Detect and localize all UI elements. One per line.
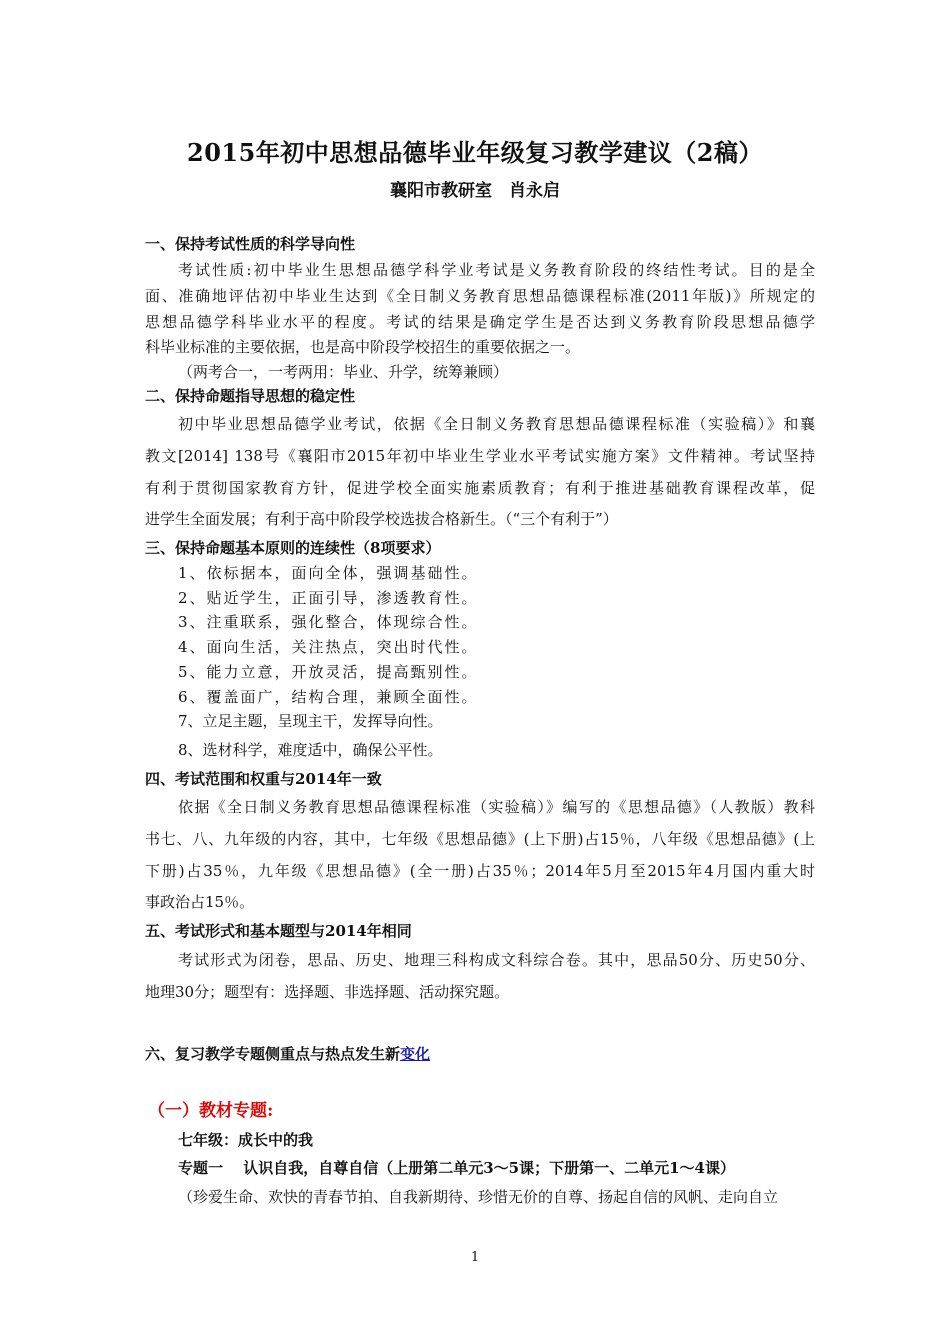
principle-item: 6、覆盖面广，结构合理，兼顾全面性。: [178, 688, 479, 706]
document-title: 2015年初中思想品德毕业年级复习教学建议（2稿）: [187, 138, 763, 167]
section-6-heading-text: 六、复习教学专题侧重点与热点发生新: [145, 1045, 401, 1063]
section-4-heading: 四、考试范围和权重与2014年一致: [145, 770, 382, 788]
section-2-paragraph-line: 教文[2014] 138号《襄阳市2015年初中毕业生学业水平考试实施方案》文件精神。考试坚持: [145, 447, 815, 465]
section-6-heading-link[interactable]: 变化: [400, 1045, 431, 1063]
textbook-topics-heading: （一）教材专题:: [148, 1101, 274, 1121]
principle-item: 5、能力立意，开放灵活，提高甄别性。: [178, 663, 479, 681]
section-1-paragraph-line: 思想品德学科毕业水平的程度。考试的结果是确定学生是否达到义务教育阶段思想品德学: [145, 313, 815, 331]
section-1-heading: 一、保持考试性质的科学导向性: [145, 235, 356, 253]
section-4-paragraph-line: 下册)占35％，九年级《思想品德》(全一册)占35％；2014年5月至2015年4月国内重大时: [145, 862, 815, 880]
section-4-paragraph-line: 依据《全日制义务教育思想品德课程标准（实验稿）》编写的《思想品德》（人教版）教科: [178, 798, 815, 816]
grade-heading: 七年级：成长中的我: [178, 1131, 314, 1149]
principle-item: 7、立足主题，呈现主干，发挥导向性。: [178, 712, 443, 730]
section-1-paragraph-line: 考试性质:初中毕业生思想品德学科学业考试是义务教育阶段的终结性考试。目的是全: [178, 261, 815, 279]
principle-item: 4、面向生活，关注热点，突出时代性。: [178, 638, 479, 656]
section-4-paragraph-line: 书七、八、九年级的内容，其中，七年级《思想品德》(上下册)占15％，八年级《思想品德》(上: [145, 830, 815, 848]
principle-item: 1、依标据本，面向全体，强调基础性。: [178, 564, 479, 582]
page-number: 1: [470, 1250, 480, 1265]
section-2-heading: 二、保持命题指导思想的稳定性: [145, 387, 356, 405]
section-2-paragraph-line: 有利于贯彻国家教育方针，促进学校全面实施素质教育；有利于推进基础教育课程改革，促: [145, 479, 815, 497]
section-1-paragraph-line: 面、准确地评估初中毕业生达到《全日制义务教育思想品德课程标准(2011年版)》所规定的: [145, 287, 815, 305]
topic-description: （珍爱生命、欢快的青春节拍、自我新期待、珍惜无价的自尊、扬起自信的风帆、走向自立: [178, 1188, 779, 1206]
principle-item: 3、注重联系，强化整合，体现综合性。: [178, 613, 479, 631]
section-3-heading: 三、保持命题基本原则的连续性（8项要求）: [145, 539, 441, 557]
section-1-note: （两考合一，一考两用：毕业、升学，统筹兼顾）: [178, 363, 509, 381]
principle-item: 2、贴近学生，正面引导，渗透教育性。: [178, 589, 479, 607]
section-1-paragraph-line: 科毕业标准的主要依据，也是高中阶段学校招生的重要依据之一。: [145, 338, 581, 356]
topic-heading: 专题一 认识自我，自尊自信（上册第二单元3～5课；下册第一、二单元1～4课）: [178, 1159, 735, 1177]
section-6-heading: [145, 1044, 815, 1064]
section-5-paragraph-line: 地理30分；题型有：选择题、非选择题、活动探究题。: [145, 983, 510, 1001]
document-author: 襄阳市教研室 肖永启: [390, 181, 560, 201]
section-2-paragraph-line: 初中毕业思想品德学业考试，依据《全日制义务教育思想品德课程标准（实验稿）》和襄: [178, 415, 815, 433]
section-5-heading: 五、考试形式和基本题型与2014年相同: [145, 922, 412, 940]
section-4-paragraph-line: 事政治占15％。: [145, 893, 255, 911]
section-5-paragraph-line: 考试形式为闭卷，思品、历史、地理三科构成文科综合卷。其中，思品50分、历史50分、: [178, 951, 815, 969]
principle-item: 8、选材科学，难度适中，确保公平性。: [178, 741, 443, 759]
section-2-paragraph-line: 进学生全面发展；有利于高中阶段学校选拔合格新生。（“三个有利于”）: [145, 510, 618, 528]
